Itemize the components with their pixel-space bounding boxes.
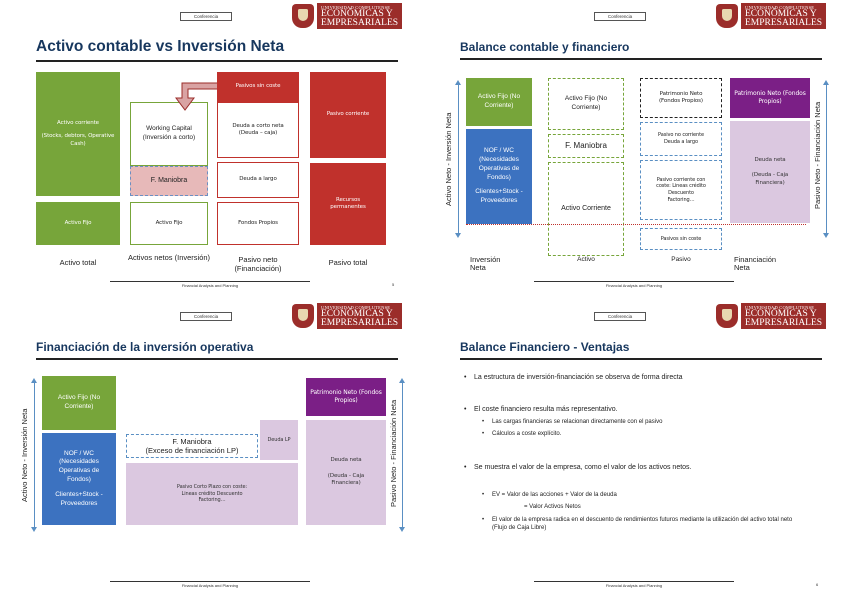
crest-icon	[716, 304, 738, 328]
patrimonio-dash-label: Patrimonio Neto (Fondos Propios)	[659, 90, 703, 104]
bullet-dot: •	[482, 517, 485, 523]
activo-fijo-left-box	[36, 202, 120, 245]
label-pasivo: Pasivo	[671, 256, 691, 263]
footer: Financial Analysis and Planning	[534, 581, 734, 588]
page-number: 6	[816, 582, 819, 587]
activo-fijo-dash-box	[548, 78, 624, 130]
univ-line1: UNIVERSIDAD COMPLUTENSE	[745, 4, 815, 10]
univ-line2: ECONÓMICAS Y	[745, 8, 817, 19]
deuda-neta-label: Deuda neta	[754, 156, 786, 163]
vertical-arrow-left	[34, 382, 35, 528]
recursos-permanentes-box	[310, 163, 386, 245]
patrimonio-box	[306, 378, 386, 416]
deuda-neta-box	[306, 420, 386, 525]
bullet-dot: •	[482, 419, 485, 425]
title-rule	[36, 358, 398, 360]
nof-box	[466, 129, 532, 224]
crest-icon	[292, 304, 314, 328]
slide-financiacion-inversion	[0, 300, 424, 600]
bullet-dot: •	[464, 464, 467, 471]
bullet-3b	[482, 517, 802, 533]
f-maniobra-label: F. Maniobra	[150, 177, 188, 185]
univ-line3: EMPRESARIALES	[745, 17, 823, 28]
vertical-label-left: Activo Neto - Inversión Neta	[20, 408, 29, 502]
pasivos-sin-coste-box	[217, 72, 299, 102]
conferencia-box: Conferencia	[594, 12, 646, 21]
deuda-neta-box	[730, 121, 810, 223]
activo-fijo-label: Activo Fijo (No Corriente)	[57, 394, 101, 410]
pasivos-sin-coste-box	[640, 228, 722, 250]
univ-line1: UNIVERSIDAD COMPLUTENSE	[321, 304, 391, 310]
bullet-2b	[482, 431, 822, 439]
bullet-3a-text: EV = Valor de las acciones + Valor de la deuda	[492, 492, 617, 498]
nof-box	[42, 433, 116, 525]
label-activos-netos: Activos netos (Inversión)	[127, 253, 211, 262]
clientes-label: Clientes+Stock -Proveedores	[55, 490, 103, 507]
pasivo-corriente-coste-box	[640, 160, 722, 220]
pasivos-sin-coste-label: Pasivos sin coste	[235, 83, 281, 90]
bullet-3	[464, 463, 804, 472]
recursos-permanentes-label: Recursos permanentes	[330, 196, 366, 210]
university-logo	[716, 303, 826, 329]
pasivo-corriente-coste-label: Pasivo corriente con coste: Lineas crédito Descuento Factoring…	[656, 176, 706, 203]
deuda-lp-box	[260, 420, 298, 460]
conferencia-box: Conferencia	[594, 312, 646, 321]
activo-fijo-label: Activo Fijo (No Corriente)	[477, 93, 521, 109]
bullet-dot: •	[464, 406, 467, 413]
activo-corriente-box	[36, 72, 120, 196]
univ-line2: ECONÓMICAS Y	[745, 308, 817, 319]
pasivo-corriente-label: Pasivo corriente	[326, 111, 370, 118]
fondos-propios-label: Fondos Propios	[238, 219, 278, 226]
activo-fijo-left-label: Activo Fijo	[64, 219, 92, 226]
vertical-arrow-right	[826, 84, 827, 234]
footer: Financial Analysis and Planning	[534, 281, 734, 288]
f-maniobra-box	[126, 434, 258, 458]
vertical-label-right: Pasivo Neto - Financiación Neta	[813, 101, 822, 209]
deuda-neta-label: Deuda neta	[330, 457, 362, 464]
bullet-2b-text: Cálculos a coste explícito.	[492, 431, 562, 437]
univ-line1: UNIVERSIDAD COMPLUTENSE	[321, 4, 391, 10]
activo-fijo-mid-box	[130, 202, 208, 245]
slide-title: Balance Financiero - Ventajas	[460, 340, 630, 354]
slide-balance-contable	[424, 0, 848, 300]
bullet-1	[464, 373, 824, 382]
f-maniobra-box	[130, 166, 208, 196]
vertical-label-right: Pasivo Neto - Financiación Neta	[389, 399, 398, 507]
label-pasivo-neto: Pasivo neto (Financiación)	[234, 255, 282, 273]
bullet-3a-cont: = Valor Activos Netos	[524, 504, 581, 510]
pasivo-no-corriente-box	[640, 122, 722, 156]
pasivo-no-corriente-label: Pasivo no corriente Deuda a largo	[658, 132, 704, 145]
bullet-1-text: La estructura de inversión-financiación se observa de forma directa	[474, 374, 683, 381]
crest-icon	[292, 4, 314, 28]
vertical-arrow-right	[402, 382, 403, 528]
university-logo	[292, 303, 402, 329]
univ-line3: EMPRESARIALES	[321, 17, 399, 28]
vertical-arrow-left	[458, 84, 459, 234]
separator-dotted-line	[466, 224, 806, 225]
label-activo: Activo	[577, 256, 595, 263]
title-rule	[460, 58, 822, 60]
f-maniobra-box	[548, 134, 624, 158]
fondos-propios-box	[217, 202, 299, 245]
conferencia-box: Conferencia	[180, 12, 232, 21]
bullet-2-text: El coste financiero resulta más representativo.	[474, 406, 618, 413]
university-logo	[716, 3, 826, 29]
bullet-3-text: Se muestra el valor de la empresa, como el valor de los activos netos.	[474, 464, 692, 471]
deuda-corto-box	[217, 102, 299, 158]
bullet-2a-text: Las cargas financieras se relacionan directamente con el pasivo	[492, 419, 663, 425]
univ-line2: ECONÓMICAS Y	[321, 308, 393, 319]
label-activo-total: Activo total	[59, 258, 97, 267]
arrow-icon	[170, 80, 222, 112]
deuda-neta-sub: (Deuda - Caja Financiera)	[327, 472, 365, 487]
label-inversion-neta: Inversión Neta	[470, 255, 501, 273]
bullet-dot: •	[482, 431, 485, 437]
pasivo-corto-box	[126, 463, 298, 525]
bullet-3b-text: El valor de la empresa radica en el descuento de rendimientos futuros mediante la utilización del activo total neto (Flujo de Caja Libre)	[492, 517, 793, 531]
clientes-label: Clientes+Stock -Proveedores	[475, 188, 523, 205]
patrimonio-label: Patrimonio Neto (Fondos Propios)	[734, 89, 806, 105]
conferencia-box: Conferencia	[180, 312, 232, 321]
slide-title: Balance contable y financiero	[460, 40, 630, 54]
label-pasivo-total: Pasivo total	[328, 258, 368, 267]
bullet-dot: •	[464, 374, 467, 381]
university-logo	[292, 3, 402, 29]
activo-corriente-box	[548, 162, 624, 256]
bullet-2a	[482, 419, 822, 427]
univ-line3: EMPRESARIALES	[321, 317, 399, 328]
f-maniobra-label: F. Maniobra	[565, 140, 607, 150]
activo-fijo-box	[42, 376, 116, 430]
f-maniobra-label: F. Maniobra	[172, 437, 212, 446]
crest-icon	[716, 4, 738, 28]
bullet-dot: •	[482, 492, 485, 498]
univ-line1: UNIVERSIDAD COMPLUTENSE	[745, 304, 815, 310]
label-financiacion-neta: Financiación Neta	[734, 255, 777, 273]
title-rule	[36, 60, 398, 62]
slide-title: Financiación de la inversión operativa	[36, 340, 254, 354]
bullet-2	[464, 405, 824, 414]
deuda-largo-label: Deuda a largo	[239, 176, 277, 183]
pasivo-corto-label: Pasivo Corto Plazo con coste: Lineas crédito Descuento Factoring…	[176, 483, 248, 504]
slide-balance-ventajas	[424, 300, 848, 600]
activo-fijo-box	[466, 78, 532, 126]
patrimonio-dash-box	[640, 78, 722, 118]
activo-corriente-label: Activo Corriente	[561, 205, 611, 213]
f-maniobra-sub: (Exceso de financiación LP)	[145, 446, 239, 455]
pasivos-sin-coste-label: Pasivos sin coste	[660, 235, 702, 242]
bullet-3a	[482, 492, 822, 500]
footer: Financial Analysis and Planning	[110, 281, 310, 288]
nof-label: NOF / WC (Necesidades Operativas de Fondos)	[478, 147, 520, 181]
activo-corriente-label: Activo corriente	[57, 119, 99, 126]
patrimonio-box	[730, 78, 810, 118]
slide-title: Activo contable vs Inversión Neta	[36, 38, 285, 55]
activo-fijo-mid-label: Activo Fijo	[155, 219, 183, 226]
page-number: 5	[392, 282, 395, 287]
title-rule	[460, 358, 822, 360]
pasivo-corriente-box	[310, 72, 386, 158]
activo-corriente-sub: (Stocks, debtors, Operative Cash)	[41, 133, 115, 147]
activo-fijo-dash-label: Activo Fijo (No Corriente)	[564, 95, 608, 111]
patrimonio-label: Patrimonio Neto (Fondos Propios)	[310, 388, 382, 404]
deuda-largo-box	[217, 162, 299, 198]
deuda-neta-sub: (Deuda - Caja Financiera)	[751, 172, 789, 186]
univ-line2: ECONÓMICAS Y	[321, 8, 393, 19]
footer: Financial Analysis and Planning	[110, 581, 310, 588]
slide-activo-contable	[0, 0, 424, 300]
nof-label: NOF / WC (Necesidades Operativas de Fondos)	[58, 449, 100, 483]
working-capital-label: Working Capital (Inversión a corto)	[142, 125, 196, 141]
deuda-lp-label: Deuda LP	[267, 436, 291, 443]
vertical-label-left: Activo Neto - Inversión Neta	[444, 112, 453, 206]
deuda-corto-label: Deuda a corto neta (Deuda – caja)	[232, 122, 284, 136]
univ-line3: EMPRESARIALES	[745, 317, 823, 328]
